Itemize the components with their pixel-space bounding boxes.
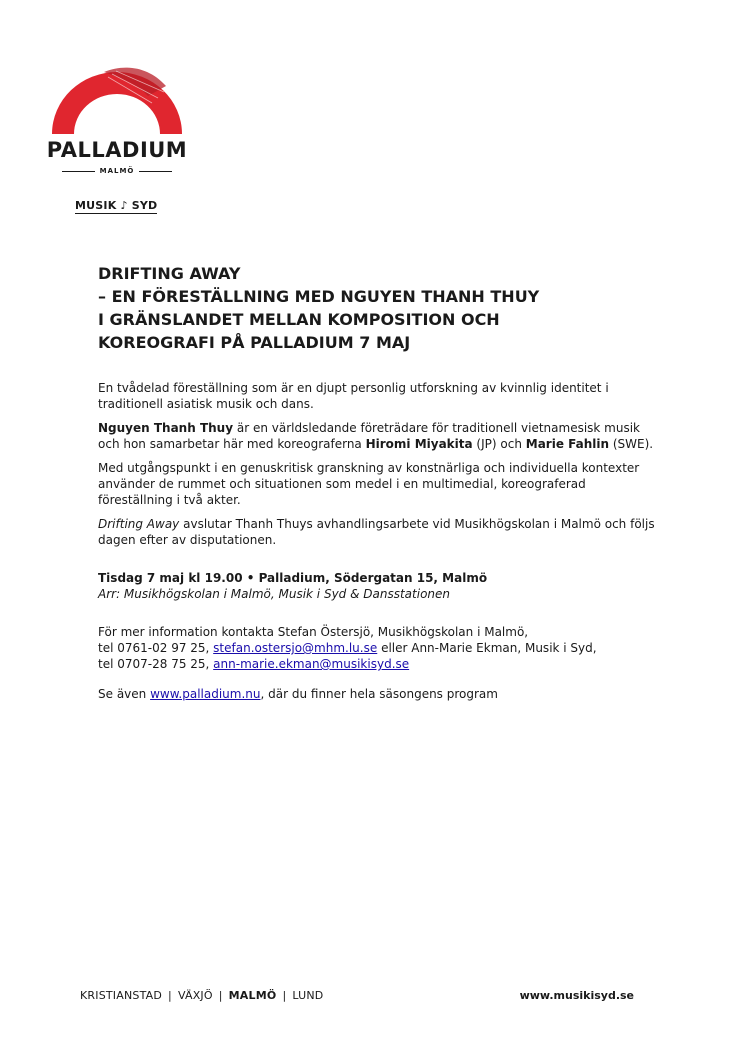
see-also-paragraph — [98, 686, 658, 702]
separator: | — [168, 989, 172, 1002]
separator: | — [282, 989, 287, 1002]
event-details — [98, 570, 658, 586]
phone-1: tel 0761-02 97 25, — [98, 641, 214, 655]
title-line: DRIFTING AWAY — [98, 264, 241, 283]
footer-cities — [80, 989, 323, 1002]
text-run: (JP) och — [472, 437, 526, 451]
email-link-annmarie[interactable]: ann-marie.ekman@musikisyd.se — [213, 657, 410, 671]
concept-paragraph: Med utgångspunkt i en genuskritisk granskning av konstnärliga och individuella kontexter använder de rummet och situationen som medel i en multimedial, koreograferad föreställning i två akter. — [98, 461, 640, 507]
divider — [139, 171, 172, 172]
text-run: Se även — [98, 687, 151, 701]
city-lund: LUND — [292, 989, 324, 1002]
body-text — [98, 380, 658, 710]
phone-2: tel 0707-28 75 25, — [98, 657, 214, 671]
title-line: – EN FÖRESTÄLLNING MED NGUYEN THANH THUY — [98, 287, 540, 306]
page-title — [98, 262, 658, 354]
title-line: I GRÄNSLANDET MELLAN KOMPOSITION OCH — [98, 310, 500, 329]
text-run: (SWE). — [609, 437, 654, 451]
email-link-stefan[interactable]: stefan.ostersjo@mhm.lu.se — [213, 641, 378, 655]
brand-sub — [44, 166, 190, 176]
contact-paragraph — [98, 624, 658, 672]
footer-website: www.musikisyd.se — [519, 989, 634, 1002]
choreographer-name: Marie Fahlin — [525, 437, 610, 451]
thesis-paragraph — [98, 516, 658, 548]
performers-paragraph — [98, 420, 658, 452]
city-vaxjo: VÄXJÖ — [177, 989, 213, 1002]
text-run: För mer information kontakta Stefan Östersjö, Musikhögskolan i Malmö, — [98, 625, 529, 639]
palladium-website-link[interactable]: www.palladium.nu — [150, 687, 261, 701]
event-date-venue: Tisdag 7 maj kl 19.00 • Palladium, Södergatan 15, Malmö — [98, 571, 488, 585]
text-run: eller Ann-Marie Ekman, Musik i Syd, — [377, 641, 597, 655]
palladium-logo-arch — [44, 56, 190, 140]
text-run: avslutar Thanh Thuys avhandlingsarbete vid Musikhögskolan i Malmö och följs dagen efter av disputationen. — [98, 517, 655, 547]
text-run: är en världsledande företrädare för traditionell vietnamesisk musik och hon samarbetar här med koreograferna — [98, 421, 641, 451]
city-malmo: MALMÖ — [228, 989, 277, 1002]
musiksyd-logo: MUSIK ♪ SYD — [75, 199, 158, 212]
event-organizers: Arr: Musikhögskolan i Malmö, Musik i Syd & Dansstationen — [98, 587, 451, 601]
city-kristianstad: KRISTIANSTAD — [80, 989, 163, 1002]
separator: | — [218, 989, 223, 1002]
title-line: KOREOGRAFI PÅ PALLADIUM 7 MAJ — [98, 333, 411, 352]
divider — [62, 171, 95, 172]
brand-sub-label: MALMÖ — [99, 167, 135, 175]
performer-name: Nguyen Thanh Thuy — [98, 421, 234, 435]
intro-paragraph: En tvådelad föreställning som är en djupt personlig utforskning av kvinnlig identitet i traditionell asiatisk musik och dans. — [98, 381, 609, 411]
brand-name: PALLADIUM — [46, 138, 188, 162]
text-run: , där du finner hela säsongens program — [260, 687, 498, 701]
work-title: Drifting Away — [98, 517, 180, 531]
choreographer-name: Hiromi Miyakita — [365, 437, 473, 451]
